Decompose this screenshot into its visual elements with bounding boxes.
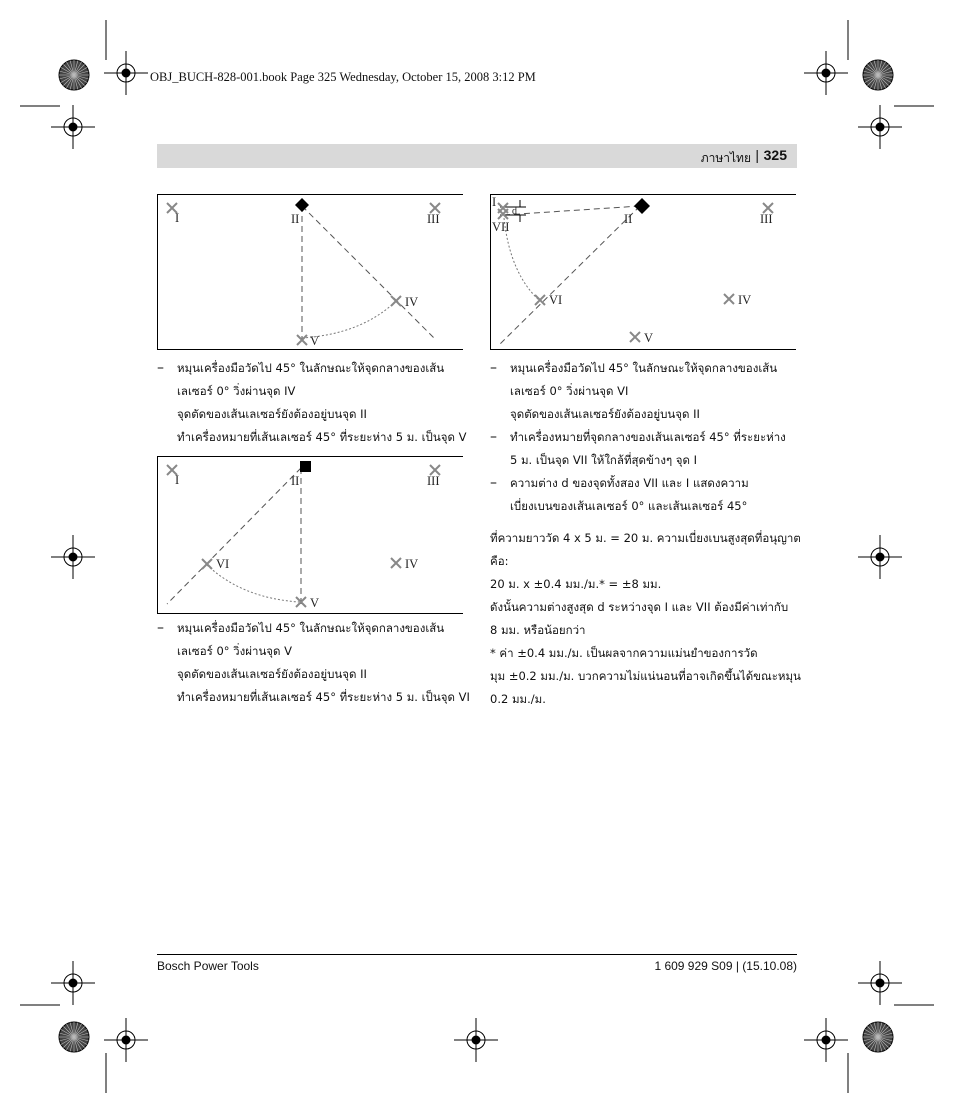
- point-label-iv: IV: [405, 295, 419, 309]
- footer-rule: [157, 954, 797, 955]
- text-line: เลเซอร์ 0° วิ่งผ่านจุด IV: [177, 384, 296, 398]
- print-header: OBJ_BUCH-828-001.book Page 325 Wednesday, October 15, 2008 3:12 PM: [150, 70, 536, 84]
- bullet-dash: –: [490, 429, 497, 445]
- text-line: ทำเครื่องหมายที่จุดกลางของเส้นเลเซอร์ 45° ที่ระยะห่าง: [510, 430, 786, 444]
- figure-2: [490, 194, 797, 350]
- text-line: 20 ม. x ±0.4 มม./ม.* = ±8 มม.: [490, 577, 662, 591]
- arc-path: [504, 218, 540, 301]
- point-label-i: I: [492, 195, 497, 209]
- text-line: ที่ความยาววัด 4 x 5 ม. = 20 ม. ความเบี่ยงเบนสูงสุดที่อนุญาต: [490, 531, 801, 545]
- laser-tool-icon: [634, 198, 650, 214]
- bullet-dash: –: [490, 475, 497, 491]
- text-line: เบี่ยงเบนของเส้นเลเซอร์ 0° และเส้นเลเซอร์ 45°: [510, 499, 748, 513]
- text-line: 0.2 มม./ม.: [490, 692, 546, 706]
- point-label-v: V: [310, 334, 320, 348]
- bullet-dash: –: [157, 360, 164, 376]
- point-label-ii: II: [291, 212, 300, 226]
- figure-3: [157, 456, 464, 614]
- text-line: ดังนั้นความต่างสูงสุด d ระหว่างจุด I และ VII ต้องมีค่าเท่ากับ: [490, 600, 789, 614]
- point-label-iv: IV: [405, 557, 419, 571]
- text-line: หมุนเครื่องมือวัดไป 45° ในลักษณะให้จุดกลางของเส้น: [177, 361, 445, 375]
- text-line: เลเซอร์ 0° วิ่งผ่านจุด VI: [510, 384, 629, 398]
- laser-line-45: [500, 206, 640, 344]
- laser-tool-icon: [295, 198, 309, 212]
- text-line: ทำเครื่องหมายที่เส้นเลเซอร์ 45° ที่ระยะห่าง 5 ม. เป็นจุด V: [177, 430, 467, 444]
- point-label-v: V: [310, 596, 320, 610]
- point-label-iii: III: [427, 474, 440, 488]
- laser-tool-icon: [300, 461, 311, 472]
- bullet-dash: –: [157, 620, 164, 636]
- text-line: มุม ±0.2 มม./ม. บวกความไม่แน่นอนที่อาจเกิดขึ้นได้ขณะหมุน: [490, 669, 801, 683]
- point-label-i: I: [175, 211, 180, 225]
- footer-doc-id: 1 609 929 S09 | (15.10.08): [654, 959, 797, 973]
- text-line: ความต่าง d ของจุดทั้งสอง VII และ I แสดงความ: [510, 476, 749, 490]
- text-line: จุดตัดของเส้นเลเซอร์ยังต้องอยู่บนจุด II: [177, 667, 367, 681]
- text-line: เลเซอร์ 0° วิ่งผ่านจุด V: [177, 644, 293, 658]
- point-label-vi: VI: [216, 557, 230, 571]
- cross-marks: [498, 203, 773, 342]
- point-label-i: I: [175, 473, 180, 487]
- text-line: หมุนเครื่องมือวัดไป 45° ในลักษณะให้จุดกลางของเส้น: [177, 621, 445, 635]
- header-language: ภาษาไทย: [700, 151, 751, 165]
- point-label-vi: VI: [549, 293, 563, 307]
- text-line: * ค่า ±0.4 มม./ม. เป็นผลจากความแม่นยำของการวัด: [490, 646, 758, 660]
- point-label-iii: III: [427, 212, 440, 226]
- laser-line-45: [302, 206, 435, 339]
- page-header-band: [157, 144, 797, 168]
- point-label-iv: IV: [738, 293, 752, 307]
- point-label-ii: II: [624, 212, 633, 226]
- point-label-ii: II: [291, 474, 300, 488]
- text-line: ทำเครื่องหมายที่เส้นเลเซอร์ 45° ที่ระยะห่าง 5 ม. เป็นจุด VI: [177, 690, 470, 704]
- text-line: 8 มม. หรือน้อยกว่า: [490, 623, 586, 637]
- point-label-vii: VII: [492, 220, 510, 234]
- text-line: จุดตัดของเส้นเลเซอร์ยังต้องอยู่บนจุด II: [177, 407, 367, 421]
- bullet-dash: –: [490, 360, 497, 376]
- distance-label-d: d: [512, 206, 517, 217]
- header-separator: |: [755, 147, 759, 163]
- cross-marks: [167, 465, 440, 607]
- page-number: 325: [763, 147, 787, 163]
- point-label-iii: III: [760, 212, 773, 226]
- laser-line-45: [167, 468, 301, 604]
- footer-brand: Bosch Power Tools: [157, 959, 259, 973]
- arc-path: [302, 301, 396, 338]
- figure-1: [157, 194, 464, 350]
- point-label-v: V: [644, 331, 654, 345]
- text-line: หมุนเครื่องมือวัดไป 45° ในลักษณะให้จุดกลางของเส้น: [510, 361, 778, 375]
- text-line: 5 ม. เป็นจุด VII ให้ใกล้ที่สุดข้างๆ จุด I: [510, 453, 698, 467]
- cross-marks: [167, 203, 440, 345]
- text-line: คือ:: [490, 554, 509, 568]
- text-line: จุดตัดของเส้นเลเซอร์ยังต้องอยู่บนจุด II: [510, 407, 700, 421]
